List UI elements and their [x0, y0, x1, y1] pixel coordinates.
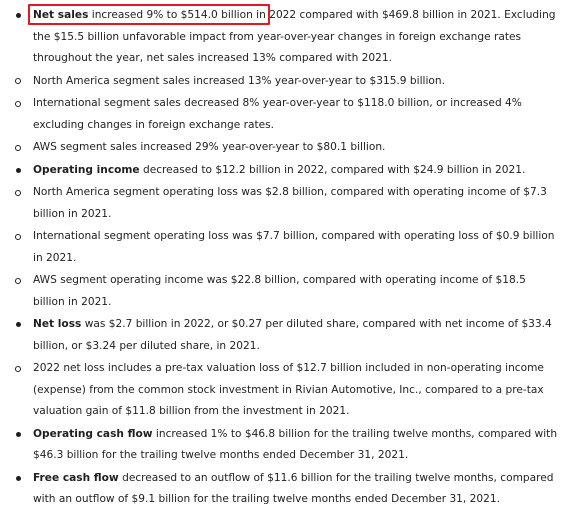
hollow-bullet-icon — [15, 182, 23, 204]
list-item-intl-sales — [0, 93, 560, 136]
list-item-aws-operating — [0, 270, 560, 313]
item-text: International segment sales decreased 8% year-over-year to $118.0 billion, or increased 4% excluding changes in foreign exchange rates. — [33, 97, 522, 131]
item-text: 2022 net loss includes a pre-tax valuation loss of $12.7 billion included in non-operating income (expense) from the common stock investment in Rivian Automotive, Inc., compared to a pre-tax valuation gain of $11.8 billion from the investment in 2021. — [33, 362, 544, 417]
filled-bullet-icon — [15, 5, 23, 27]
item-text: AWS segment operating income was $22.8 billion, compared with operating income of $18.5 billion in 2021. — [33, 274, 526, 308]
item-text: decreased to an outflow of $11.6 billion for the trailing twelve months, compared with an outflow of $9.1 billion for the trailing twelve months ended December 31, 2021. — [33, 471, 554, 505]
list-item-na-operating — [0, 182, 560, 225]
hollow-bullet-icon — [15, 270, 23, 292]
item-text: International segment operating loss was $7.7 billion, compared with operating loss of $0.9 billion in 2021. — [33, 230, 555, 264]
list-item-aws-sales — [0, 137, 560, 159]
item-heading: Operating cash flow — [33, 427, 153, 440]
filled-bullet-icon — [15, 314, 23, 336]
hollow-bullet-icon — [15, 137, 23, 159]
list-item-na-sales — [0, 71, 560, 93]
item-text: North America segment operating loss was $2.8 billion, compared with operating income of $7.3 billion in 2021. — [33, 186, 547, 220]
item-heading: Net loss — [33, 318, 82, 330]
item-heading: Free cash flow — [33, 471, 119, 484]
list-item-free-cash-flow — [0, 468, 560, 511]
item-text: increased 1% to $46.8 billion for the trailing twelve months, compared with $46.3 billion for the trailing twelve months ended December 31, 2021. — [33, 427, 558, 461]
list-item-operating-income — [0, 160, 560, 182]
item-text: was $2.7 billion in 2022, or $0.27 per diluted share, compared with net income of $33.4 billion, or $3.24 per diluted share, in 2021. — [33, 318, 552, 352]
hollow-bullet-icon — [15, 93, 23, 115]
item-text: increased 9% to $514.0 billion in 2022 compared with $469.8 billion in 2021. Excluding the $15.5 billion unfavorable impact from year-over-year changes in foreign exchange rates throughout the year, net sales increased 13% compared with 2021. — [33, 9, 556, 64]
item-text: North America segment sales increased 13% year-over-year to $315.9 billion. — [33, 74, 445, 87]
item-heading: Operating income — [33, 163, 140, 176]
list-item-intl-operating — [0, 226, 560, 269]
filled-bullet-icon — [15, 424, 23, 446]
list-item-rivian-loss — [0, 358, 560, 423]
list-item-operating-cash-flow — [0, 424, 560, 467]
hollow-bullet-icon — [15, 226, 23, 248]
hollow-bullet-icon — [15, 358, 23, 380]
item-heading: Net sales — [33, 9, 89, 21]
list-item-net-loss — [0, 314, 560, 357]
item-text: AWS segment sales increased 29% year-over-year to $80.1 billion. — [33, 141, 386, 153]
hollow-bullet-icon — [15, 71, 23, 93]
list-item-net-sales — [0, 5, 560, 70]
filled-bullet-icon — [15, 468, 23, 490]
item-text: decreased to $12.2 billion in 2022, compared with $24.9 billion in 2021. — [139, 163, 526, 176]
filled-bullet-icon — [15, 160, 23, 182]
